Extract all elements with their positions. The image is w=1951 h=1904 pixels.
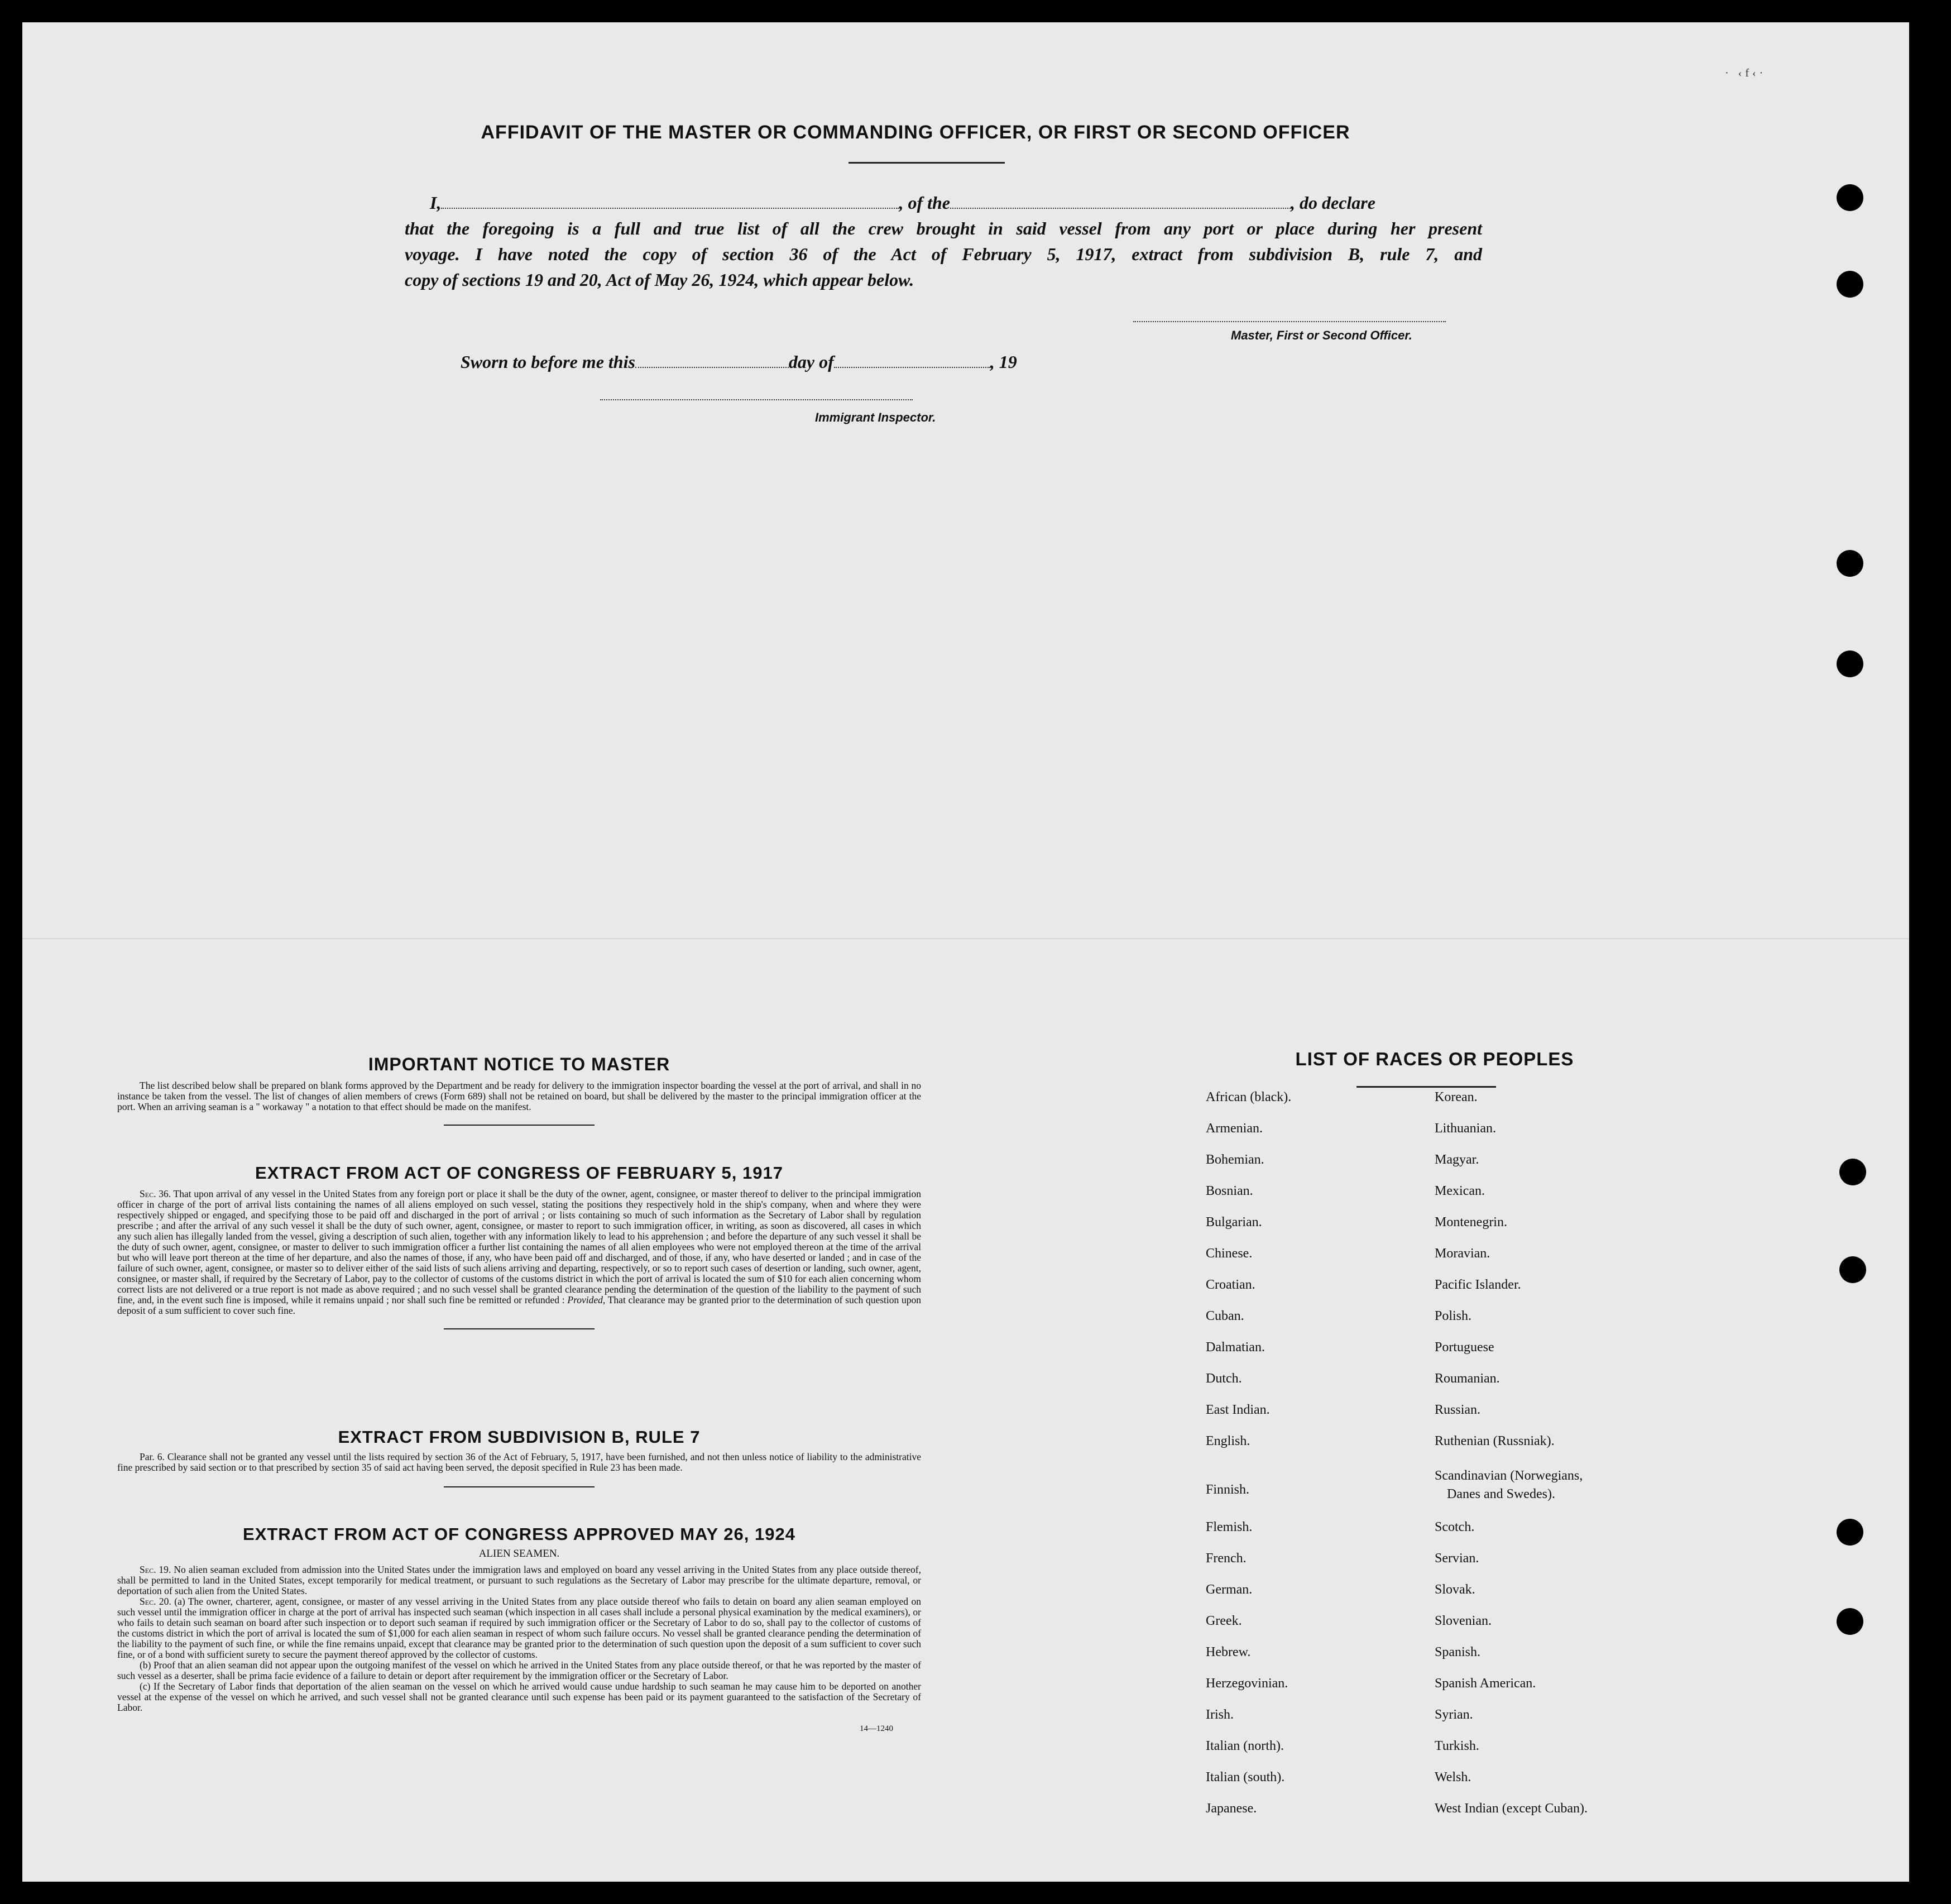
races-col2-item: Polish. [1435, 1309, 1472, 1323]
notice-rule [444, 1125, 595, 1126]
races-col2-item: Korean. [1435, 1090, 1478, 1104]
races-col1-item: African (black). [1206, 1090, 1292, 1104]
sec-20a-text: (a) The owner, charterer, agent, consignee, or master of any vessel arriving in the United States from any place outside thereof who fails to detain on board any alien seaman employed on such vessel until the immigration officer in charge at the port of arrival has inspected such seaman (which inspection in all cases shall include a personal physical examination by the medical examiners), or who fails to detain such seaman on board after such inspection or to deport such seaman if required by such immigration officer or the Secretary of Labor to do so, shall pay to the collector of customs of the customs district in which the port of arrival is located the sum of $1,000 for each alien seaman in respect of whom such failure occurs. No vessel shall be granted clearance pending the determination of the liability to the payment of such fine, or while the fine remains unpaid, except that clearance may be granted prior to the determination of such question upon the deposit of a sum sufficient to cover such fine, or of a bond with sufficient surety to secure the payment thereof approved by the collector of customs. [117, 1596, 921, 1660]
races-col1-item: Herzegovinian. [1206, 1676, 1288, 1691]
binder-hole [1839, 1159, 1866, 1185]
declaration-line-4: copy of sections 19 and 20, Act of May 26, 1924, which appear below. [405, 270, 914, 290]
races-col2-item: Turkish. [1435, 1739, 1479, 1753]
races-col1-item: Greek. [1206, 1614, 1242, 1628]
binder-hole [1839, 1256, 1866, 1283]
sec-20-label: Sec. 20. [140, 1596, 171, 1607]
alien-seamen-subtitle: ALIEN SEAMEN. [478, 1548, 560, 1559]
races-col2-item: Moravian. [1435, 1246, 1490, 1261]
sec-19-text: No alien seaman excluded from admission into the United States under the immigration laws and employed on board any vessel arriving in the United States from any place outside thereof, shall be permitted to land in the United States, except temporarily for medical treatment, or pursuant to such regulations as the Secretary of Labor may prescribe for the ultimate departure, removal, or deportation of such alien from the United States. [117, 1564, 921, 1596]
sworn-text: Sworn to before me this [461, 352, 635, 372]
provided-word: Provided, [567, 1294, 606, 1305]
day-of-text: day of [788, 352, 834, 372]
races-col1-item: Dalmatian. [1206, 1340, 1265, 1355]
races-col2-item: Servian. [1435, 1551, 1479, 1566]
races-title: LIST OF RACES OR PEOPLES [1295, 1049, 1574, 1069]
sec-36-text: That upon arrival of any vessel in the United States from any foreign port or place it shall be the duty of the owner, agent, consignee, or master thereof to deliver to the principal immigration officer in charge of the port of arrival lists containing the names of all aliens employed on such vessel, stating the positions they respectively hold in the ship's company, when and where they were respectively shipped or engaged, and specifying those to be paid off and discharged in the port of arrival ; or lists containing so much of such information as the Secretary of Labor shall by regulation prescribe ; and after the arrival of any such vessel it shall be the duty of such owner, agent, consignee, or master to report to such immigration officer, in writing, as soon as discovered, all cases in which any such alien has illegally landed from the vessel, giving a description of such alien, together with any information likely to lead to his apprehension ; and before the departure of any such vessel it shall be the duty of such owner, agent, consignee, or master to deliver to such immigration officer a further list containing the names of all alien employees who were not employed thereon at the time of the arrival but who will leave port thereon at the time of her departure, and also the names of those, if any, who have been paid off and discharged, and of those, if any, who have deserted or landed ; and in case of the failure of such owner, agent, consignee, or master so to deliver either of the said lists of such aliens arriving and departing, respectively, or so to report such cases of desertion or landing, such owner, agent, consignee, or master shall, if required by the Secretary of Labor, pay to the collector of customs of the customs district in which the port of arrival is located the sum of $10 for each alien concerning whom correct lists are not delivered or a true report is not made as above required ; and no such vessel shall be granted clearance pending the determination of the question of the liability to the payment of such fine, and, in the event such fine is imposed, while it remains unpaid ; nor shall such fine be remitted or refunded : [117, 1188, 921, 1305]
master-caption: Master, First or Second Officer. [1231, 328, 1412, 342]
races-col1-item: East Indian. [1206, 1403, 1270, 1417]
races-col1-item: Cuban. [1206, 1309, 1244, 1323]
declaration-line-1 [405, 190, 1482, 216]
affidavit-title: AFFIDAVIT OF THE MASTER OR COMMANDING OFFICER, OR FIRST OR SECOND OFFICER [481, 122, 1350, 143]
races-col2-item: Spanish American. [1435, 1676, 1536, 1691]
races-col2-item: Scandinavian (Norwegians, [1435, 1468, 1583, 1483]
races-col2-item: Slovenian. [1435, 1614, 1492, 1628]
par-6-paragraph [117, 1452, 921, 1473]
notice-text: The list described below shall be prepared on blank forms approved by the Department and be ready for delivery to the immigration inspector boarding the vessel at the port of arrival, and shall in no instance be taken from the vessel. The list of changes of alien members of crews (Form 689) shall not be retained on board, but shall be delivered by the master to the principal immigration officer at the port. When an arriving seaman is a " workaway " a notation to that effect should be made on the manifest. [117, 1080, 921, 1112]
rule-7-extract [117, 1427, 921, 1487]
races-col1-item: French. [1206, 1551, 1247, 1566]
rule-7-body [117, 1452, 921, 1473]
races-col2-item: Mexican. [1435, 1184, 1485, 1198]
important-notice [117, 1054, 921, 1126]
races-col2-item: Syrian. [1435, 1707, 1473, 1722]
declaration-line-3: voyage. I have noted the copy of section 36 of the Act of February 5, 1917, extract from subdivision B, rule 7, and [405, 244, 1482, 264]
binder-hole [1837, 271, 1863, 298]
extract-1924-body [117, 1565, 921, 1713]
binder-hole [1837, 1608, 1863, 1635]
races-col2-item: Russian. [1435, 1403, 1481, 1417]
extract-1917-body [117, 1189, 921, 1316]
sec-19-label: Sec. 19. [140, 1564, 171, 1575]
master-signature-line [1133, 321, 1446, 322]
races-col1-item: Bosnian. [1206, 1184, 1253, 1198]
races-col2-item: Ruthenian (Russniak). [1435, 1434, 1555, 1448]
sec-20b-paragraph: (b) Proof that an alien seaman did not appear upon the outgoing manifest of the vessel on which he arrived in the United States from any place outside thereof, or that he was reported by the master of such vessel as a deserter, shall be prima facie evidence of a failure to detain or deport after requirement by the immigration officer or the Secretary of Labor. [117, 1659, 921, 1681]
inspector-signature-line [600, 399, 913, 400]
races-col1-item: Chinese. [1206, 1246, 1253, 1261]
declaration-line-2: that the foregoing is a full and true list of all the crew brought in said vessel from any port or place during her present [405, 218, 1482, 238]
races-col2-item: Montenegrin. [1435, 1215, 1507, 1230]
races-col1-item: Italian (north). [1206, 1739, 1284, 1753]
par-6-label: Par. 6. [140, 1451, 165, 1462]
inspector-caption: Immigrant Inspector. [815, 410, 936, 424]
races-col2-item: Magyar. [1435, 1152, 1479, 1167]
binder-hole [1837, 184, 1863, 211]
races-col2-item: Scotch. [1435, 1520, 1475, 1534]
declaration-of-the: , of the [899, 193, 950, 213]
sec-20a-paragraph [117, 1596, 921, 1660]
extract-1924 [117, 1524, 921, 1734]
extract-1924-title: EXTRACT FROM ACT OF CONGRESS APPROVED MAY 26, 1924 [243, 1524, 795, 1544]
rule-7-rule [444, 1486, 595, 1487]
races-col1-item: Armenian. [1206, 1121, 1263, 1136]
races-col1-item: Flemish. [1206, 1520, 1253, 1534]
extract-1917-rule [444, 1328, 595, 1329]
declaration-i: I, [430, 193, 442, 213]
races-col2-item: Roumanian. [1435, 1371, 1500, 1386]
declaration [405, 190, 1482, 293]
races-col1-item: English. [1206, 1434, 1250, 1448]
sec-36-label: Sec. 36. [140, 1188, 171, 1199]
rule-7-title: EXTRACT FROM SUBDIVISION B, RULE 7 [338, 1427, 701, 1447]
sec-19-paragraph [117, 1565, 921, 1596]
races-col1-item: Italian (south). [1206, 1770, 1285, 1785]
races-col2-item: Slovak. [1435, 1582, 1475, 1597]
binder-hole [1837, 1519, 1863, 1546]
binder-hole [1837, 650, 1863, 677]
races-col2-item: Spanish. [1435, 1645, 1481, 1659]
declaration-do-declare: , do declare [1291, 193, 1375, 213]
extract-1917-title: EXTRACT FROM ACT OF CONGRESS OF FEBRUARY 5, 1917 [255, 1163, 783, 1183]
month-blank [834, 352, 990, 368]
races-col1-item: Irish. [1206, 1707, 1234, 1722]
races-col1-item: Hebrew. [1206, 1645, 1251, 1659]
binder-hole [1837, 550, 1863, 577]
races-col1-item: Finnish. [1206, 1482, 1250, 1497]
races-col1-item: German. [1206, 1582, 1253, 1597]
extract-1917 [117, 1163, 921, 1329]
races-col1-item: Bulgarian. [1206, 1215, 1262, 1230]
document-sheet [22, 22, 1909, 1882]
fold-line [22, 938, 1909, 939]
sec-20c-paragraph: (c) If the Secretary of Labor finds that deportation of the alien seaman on the vessel on which he arrived would cause undue hardship to such seaman he may cause him to be deported on another vessel at the expense of the vessel on which he arrived, and such vessel shall not be granted clearance until such expense has been paid or its payment guaranteed to the satisfaction of the Secretary of Labor. [117, 1681, 921, 1713]
races-col2-item: West Indian (except Cuban). [1435, 1801, 1588, 1816]
proviso-text: That clearance may be granted prior to the determination of such question upon deposit of a sum sufficient to cover such fine. [117, 1294, 922, 1316]
races-rule [1356, 1086, 1496, 1088]
races-col1-item: Bohemian. [1206, 1152, 1264, 1167]
races-col2-item: Danes and Swedes). [1447, 1487, 1555, 1502]
day-blank [635, 352, 789, 368]
races-col2-item: Welsh. [1435, 1770, 1471, 1785]
races-col1-item: Japanese. [1206, 1801, 1257, 1816]
notice-title: IMPORTANT NOTICE TO MASTER [368, 1054, 670, 1074]
races-col2-item: Portuguese [1435, 1340, 1494, 1355]
sec-36-paragraph [117, 1189, 921, 1316]
sworn-line [461, 352, 1017, 372]
races-col2-item: Pacific Islander. [1435, 1278, 1521, 1292]
vessel-blank [950, 192, 1291, 209]
races-col1-item: Dutch. [1206, 1371, 1242, 1386]
races-col2-item: Lithuanian. [1435, 1121, 1496, 1136]
name-blank [441, 192, 899, 209]
year-text: , 19 [990, 352, 1017, 372]
form-number: 14—1240 [860, 1724, 893, 1733]
title-rule [849, 162, 1005, 164]
races-col1-item: Croatian. [1206, 1278, 1255, 1292]
corner-mark: · ‹f‹· [1725, 67, 1767, 79]
par-6-text: Clearance shall not be granted any vessel until the lists required by section 36 of the Act of February, 5, 1917, have been furnished, and not then unless notice of liability to the administrative fine prescribed by said section or to that prescribed by section 35 of said act having been served, the deposit specified in Rule 23 has been made. [117, 1451, 922, 1473]
notice-body [117, 1080, 921, 1112]
